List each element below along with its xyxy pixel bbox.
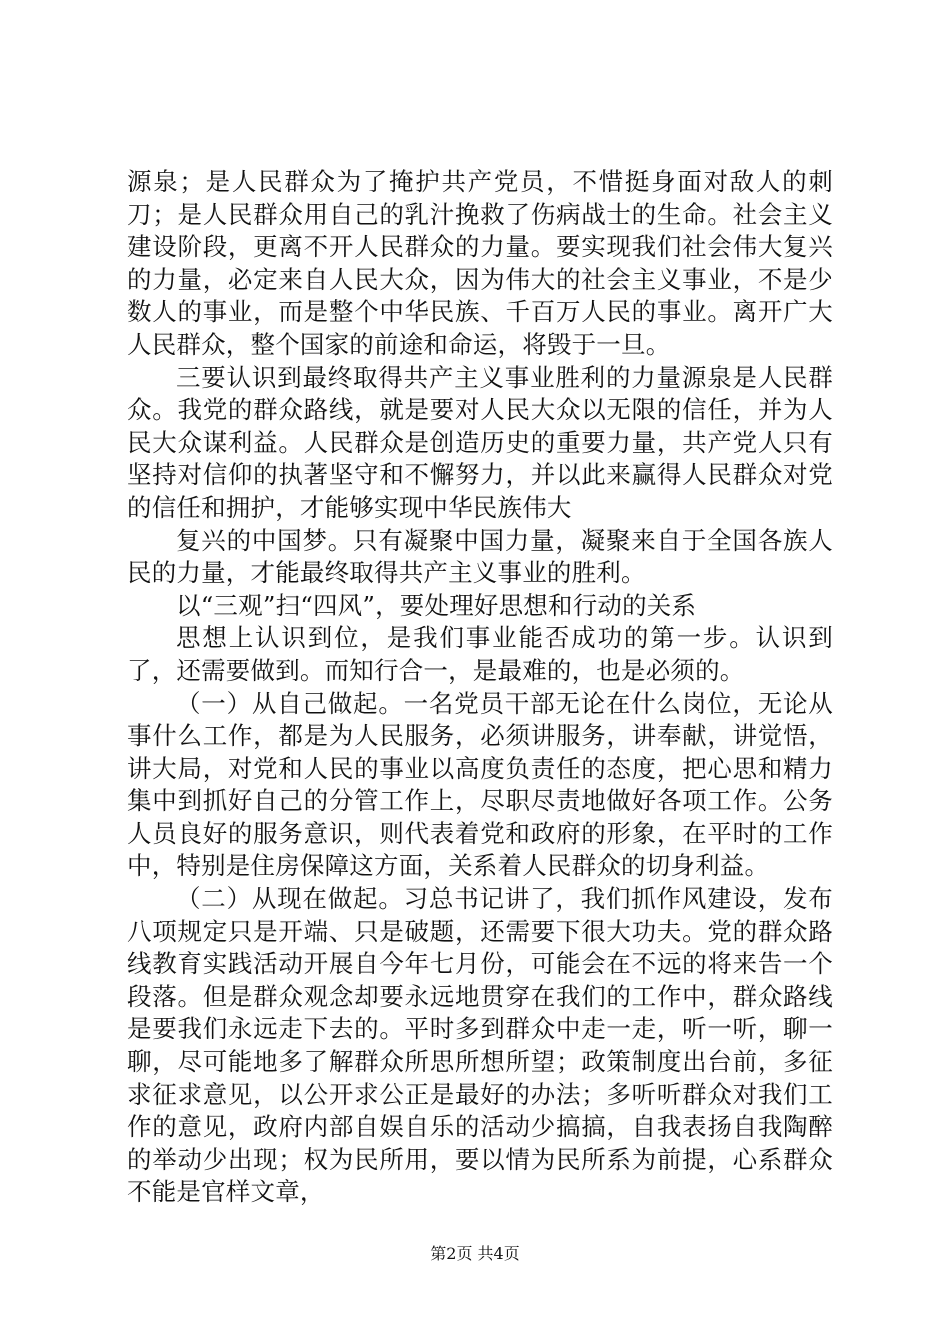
paragraph-continuation: 源泉；是人民群众为了掩护共产党员，不惜挺身面对敌人的刺刀；是人民群众用自己的乳汁挽救了伤病战士的生命。社会主义建设阶段，更离不开人民群众的力量。要实现我们社会伟大复兴的力量，必定来自人民大众，因为伟大的社会主义事业，不是少数人的事业，而是整个中华民族、千百万人民的事业。离开广大人民群众，整个国家的前途和命运，将毁于一旦。: [127, 167, 833, 359]
paragraph-point-one: （一）从自己做起。一名党员干部无论在什么岗位，无论从事什么工作，都是为人民服务，必须讲服务，讲奉献，讲觉悟，讲大局，对党和人民的事业以高度负责任的态度，把心思和精力集中到抓好自己的分管工作上，尽职尽责地做好各项工作。公务人员良好的服务意识，则代表着党和政府的形象，在平时的工作中，特别是住房保障这方面，关系着人民群众的切身利益。: [127, 688, 833, 881]
paragraph-third-point: 三要认识到最终取得共产主义事业胜利的力量源泉是人民群众。我党的群众路线，就是要对人民大众以无限的信任，并为人民大众谋利益。人民群众是创造历史的重要力量，共产党人只有坚持对信仰的执著坚守和不懈努力，并以此来赢得人民群众对党的信任和拥护，才能够实现中华民族伟大: [127, 362, 833, 522]
page-footer: 第2页 共4页: [430, 1244, 520, 1263]
document-body: [127, 166, 833, 1209]
paragraph-point-two: （二）从现在做起。习总书记讲了，我们抓作风建设，发布八项规定只是开端、只是破题，还需要下很大功夫。党的群众路线教育实践活动开展自今年七月份，可能会在不远的将来告一个段落。但是群众观念却要永远地贯穿在我们的工作中，群众路线是要我们永远走下去的。平时多到群众中走一走，听一听，聊一聊，尽可能地多了解群众所思所想所望；政策制度出台前，多征求征求意见，以公开求公正是最好的办法；多听听群众对我们工作的意见，政府内部自娱自乐的活动少搞搞，自我表扬自我陶醉的举动少出现；权为民所用，要以情为民所系为前提，心系群众不能是官样文章，: [127, 884, 833, 1207]
paragraph-chinese-dream: 复兴的中国梦。只有凝聚中国力量，凝聚来自于全国各族人民的力量，才能最终取得共产主义事业的胜利。: [127, 525, 833, 588]
paragraph-thought-action: 思想上认识到位，是我们事业能否成功的第一步。认识到了，还需要做到。而知行合一，是最难的，也是必须的。: [127, 623, 833, 685]
section-heading: 以“三观”扫“四风”，要处理好思想和行动的关系: [176, 590, 697, 620]
